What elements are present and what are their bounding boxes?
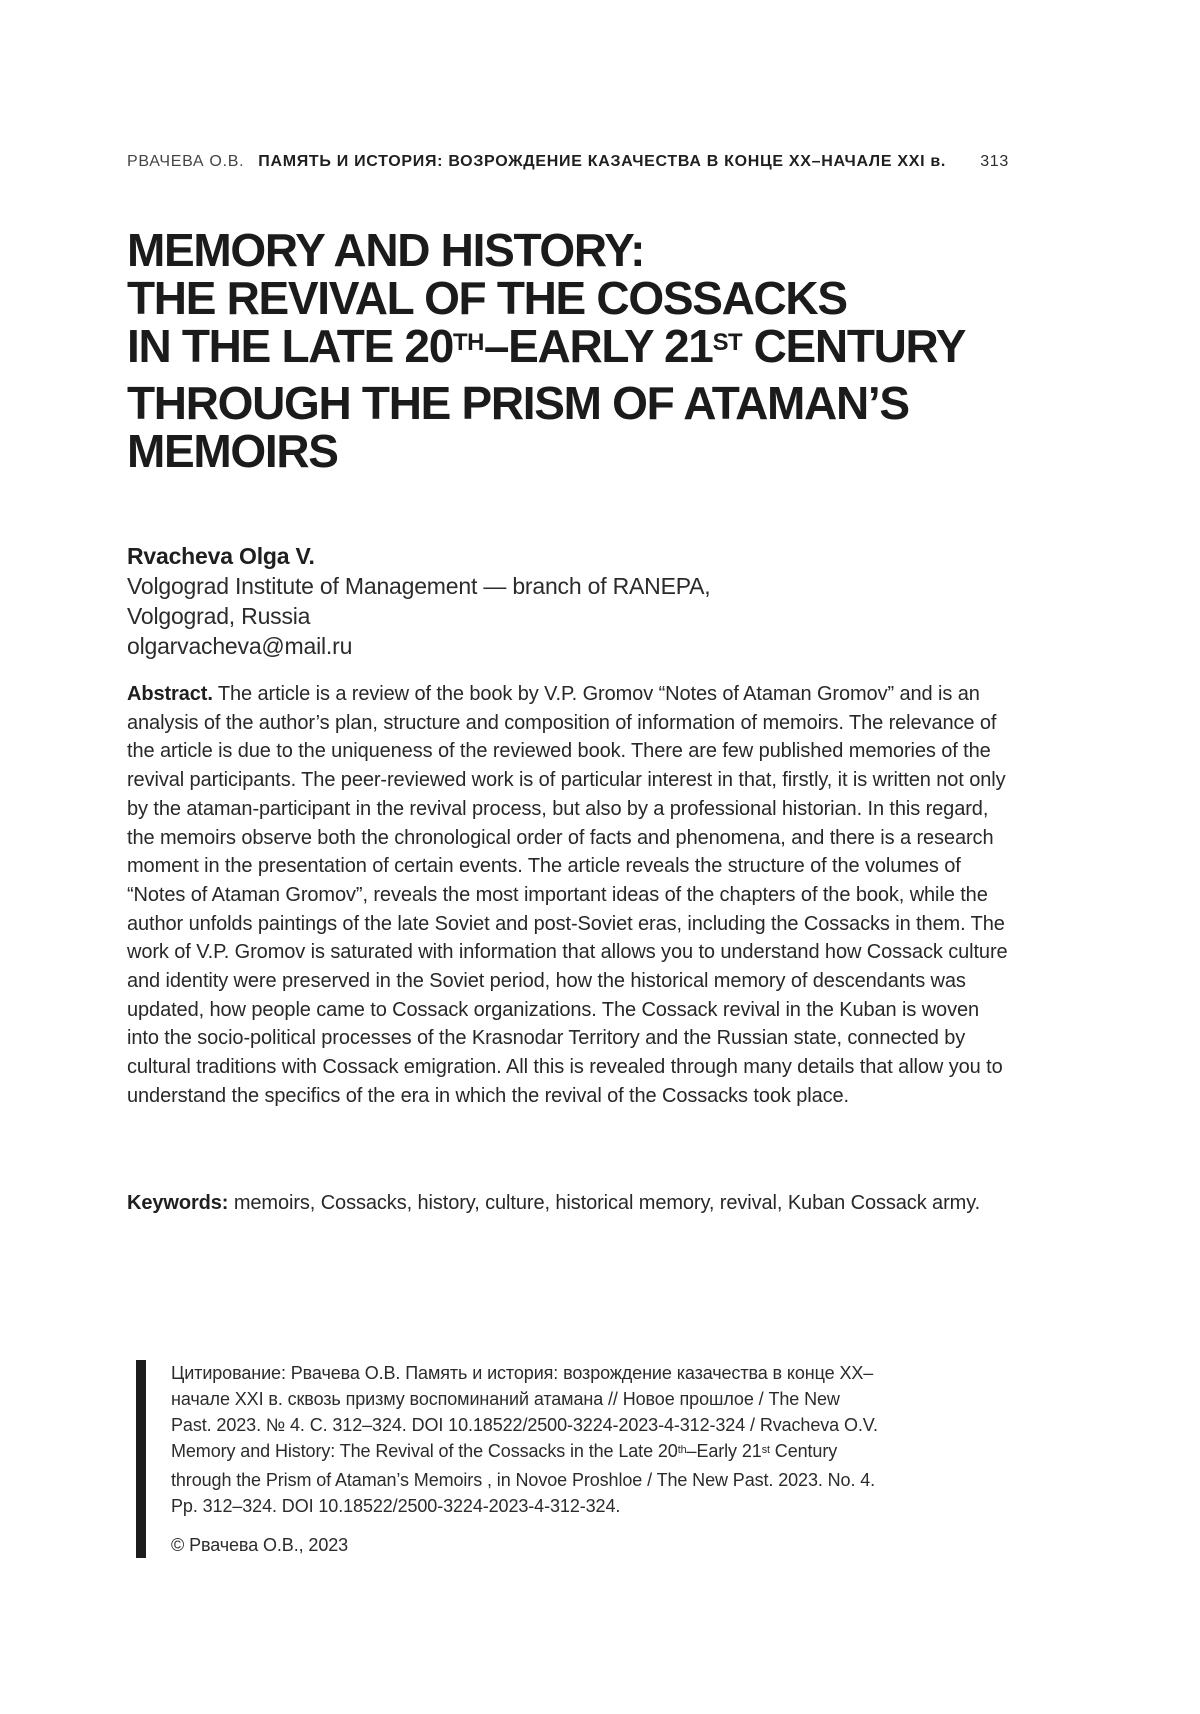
citation-body: [171, 1360, 879, 1558]
running-head: [127, 153, 1009, 171]
citation-block: [136, 1360, 879, 1558]
abstract-label: Abstract.: [127, 683, 213, 705]
author-affiliation: Volgograd Institute of Management — branch of RANEPA,: [127, 573, 711, 599]
running-head-title: ПАМЯТЬ И ИСТОРИЯ: ВОЗРОЖДЕНИЕ КАЗАЧЕСТВА В КОНЦЕ XX–НАЧАЛЕ XXI в.: [258, 153, 947, 170]
keywords-text: memoirs, Cossacks, history, culture, historical memory, revival, Kuban Cossack army.: [228, 1192, 981, 1214]
author-location: Volgograd, Russia: [127, 603, 311, 629]
citation-accent-bar: [136, 1360, 146, 1558]
page-number: 313: [980, 153, 1009, 170]
running-head-author: РВАЧЕВА О.В.: [127, 153, 245, 170]
citation-text: Цитирование: Рвачева О.В. Память и история: возрождение казачества в конце XX–начале XXI в. сквозь призму воспоминаний атамана // Новое прошлое / The New Past. 2023. № 4. С. 312–324. DOI 10.18522/2500-3224-2023-4-312-324 / Rvacheva O.V. Memory and History: The Revival of the Cossacks in the Late 20th–Early 21st Century through the Prism of Ataman’s Memoirs , in Novoe Proshloe / The New Past. 2023. No. 4. Pp. 312–324. DOI 10.18522/2500-3224-2023-4-312-324.: [171, 1363, 878, 1516]
abstract-paragraph: [127, 680, 1009, 1111]
keywords-paragraph: [127, 1189, 1009, 1218]
abstract-text: The article is a review of the book by V.P. Gromov “Notes of Ataman Gromov” and is an analysis of the author’s plan, structure and composition of information of memoirs. The relevance of the article is due to the uniqueness of the reviewed book. There are few published memories of the revival participants. The peer-reviewed work is of particular interest in that, firstly, it is written not only by the ataman-participant in the revival process, but also by a professional historian. In this regard, the memoirs observe both the chronological order of facts and phenomena, and there is a research moment in the presentation of certain events. The article reveals the structure of the volumes of “Notes of Ataman Gromov”, reveals the most important ideas of the chapters of the book, while the author unfolds paintings of the late Soviet and post-Soviet eras, including the Cossacks in them. The work of V.P. Gromov is saturated with information that allows you to understand how Cossack culture and identity were preserved in the Soviet period, how the historical memory of descendants was updated, how people came to Cossack organizations. The Cossack revival in the Kuban is woven into the socio-political processes of the Krasnodar Territory and the Russian state, connected by cultural traditions with Cossack emigration. All this is revealed through many details that allow you to understand the specifics of the era in which the revival of the Cossacks took place.: [127, 683, 1008, 1107]
author-email: olgarvacheva@mail.ru: [127, 633, 353, 659]
author-name: Rvacheva Olga V.: [127, 543, 315, 569]
keywords-label: Keywords:: [127, 1192, 229, 1214]
article-title: MEMORY AND HISTORY: THE REVIVAL OF THE COSSACKS IN THE LATE 20TH–EARLY 21ST CENTURY THROUGH THE PRISM OF ATAMAN’S MEMOIRS: [127, 224, 966, 477]
author-block: [127, 541, 1009, 661]
copyright-line: © Рвачева О.В., 2023: [171, 1535, 349, 1555]
